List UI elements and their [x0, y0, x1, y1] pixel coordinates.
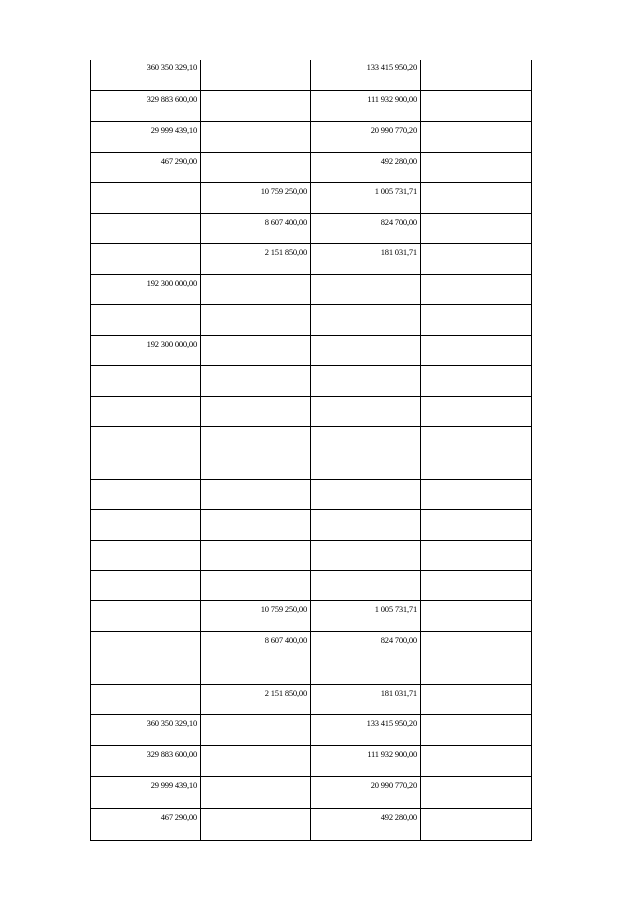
table-cell-col2: 10 759 250,00	[200, 601, 310, 631]
table-row	[90, 91, 532, 122]
table-cell-col4	[420, 122, 532, 152]
table-cell-col1: 467 290,00	[90, 153, 200, 182]
table-cell-col3: 20 990 770,20	[310, 122, 420, 152]
table-row	[90, 601, 532, 632]
table-cell-col2	[200, 91, 310, 121]
table-cell-col2	[200, 480, 310, 509]
table-cell-col4	[420, 214, 532, 243]
table-cell-col1: 329 883 600,00	[90, 91, 200, 121]
table-cell-col4	[420, 632, 532, 684]
table-cell-col3: 133 415 950,20	[310, 715, 420, 745]
table-cell-col3: 111 932 900,00	[310, 91, 420, 121]
table-cell-col4	[420, 777, 532, 808]
table-row	[90, 746, 532, 777]
table-cell-col1	[90, 427, 200, 479]
table-row	[90, 244, 532, 275]
table-row	[90, 275, 532, 305]
table-cell-col1	[90, 685, 200, 714]
table-cell-col3	[310, 397, 420, 426]
table-cell-col2	[200, 397, 310, 426]
table-cell-col1	[90, 183, 200, 213]
table-cell-col1	[90, 244, 200, 274]
table-cell-col3: 824 700,00	[310, 632, 420, 684]
table-cell-col3	[310, 571, 420, 600]
table-row	[90, 214, 532, 244]
table-cell-col2: 8 607 400,00	[200, 632, 310, 684]
table-cell-col3: 824 700,00	[310, 214, 420, 243]
table-row	[90, 427, 532, 480]
table-cell-col1: 360 350 329,10	[90, 60, 200, 90]
table-cell-col2	[200, 715, 310, 745]
table-cell-col1	[90, 632, 200, 684]
table-cell-col1	[90, 305, 200, 335]
table-row	[90, 809, 532, 841]
table-cell-col3	[310, 336, 420, 365]
table-cell-col1: 360 350 329,10	[90, 715, 200, 745]
table-row	[90, 397, 532, 427]
table-cell-col4	[420, 397, 532, 426]
table-cell-col3: 492 280,00	[310, 809, 420, 840]
table-cell-col4	[420, 685, 532, 714]
table-row	[90, 777, 532, 809]
table-row	[90, 153, 532, 183]
table-cell-col1: 329 883 600,00	[90, 746, 200, 776]
table-cell-col2	[200, 510, 310, 540]
table-cell-col1: 192 300 000,00	[90, 275, 200, 304]
table-row	[90, 510, 532, 541]
table-cell-col4	[420, 601, 532, 631]
table-cell-col3	[310, 427, 420, 479]
table-cell-col1	[90, 366, 200, 396]
table-cell-col1: 467 290,00	[90, 809, 200, 840]
table-row	[90, 122, 532, 153]
table-cell-col4	[420, 275, 532, 304]
table-cell-col3: 20 990 770,20	[310, 777, 420, 808]
table-cell-col3	[310, 480, 420, 509]
table-row	[90, 715, 532, 746]
table-cell-col2	[200, 366, 310, 396]
table-cell-col3: 133 415 950,20	[310, 60, 420, 90]
table-cell-col2	[200, 541, 310, 570]
table-cell-col4	[420, 366, 532, 396]
table-row	[90, 685, 532, 715]
table-cell-col4	[420, 153, 532, 182]
table-cell-col2	[200, 122, 310, 152]
table-cell-col1	[90, 510, 200, 540]
table-cell-col3: 492 280,00	[310, 153, 420, 182]
table-cell-col1	[90, 480, 200, 509]
table-cell-col2	[200, 746, 310, 776]
table-cell-col2: 2 151 850,00	[200, 685, 310, 714]
table-cell-col3	[310, 275, 420, 304]
table-cell-col2	[200, 275, 310, 304]
table-row	[90, 571, 532, 601]
table-cell-col4	[420, 244, 532, 274]
table-cell-col4	[420, 746, 532, 776]
table-cell-col2: 8 607 400,00	[200, 214, 310, 243]
table-cell-col2	[200, 571, 310, 600]
table-cell-col4	[420, 480, 532, 509]
table-cell-col4	[420, 510, 532, 540]
table-row	[90, 305, 532, 336]
table-cell-col1	[90, 601, 200, 631]
table-cell-col2	[200, 60, 310, 90]
table-cell-col4	[420, 715, 532, 745]
table-cell-col3: 1 005 731,71	[310, 601, 420, 631]
table-cell-col2	[200, 809, 310, 840]
table-row	[90, 366, 532, 397]
table-cell-col4	[420, 541, 532, 570]
table-cell-col3: 111 932 900,00	[310, 746, 420, 776]
table-cell-col2	[200, 305, 310, 335]
table-row	[90, 480, 532, 510]
table-cell-col1	[90, 541, 200, 570]
table-cell-col4	[420, 305, 532, 335]
table-cell-col4	[420, 91, 532, 121]
table-cell-col4	[420, 809, 532, 840]
table-cell-col3	[310, 541, 420, 570]
table-cell-col4	[420, 571, 532, 600]
table-cell-col1	[90, 397, 200, 426]
table-cell-col3	[310, 366, 420, 396]
table-cell-col3: 181 031,71	[310, 685, 420, 714]
table-row	[90, 336, 532, 366]
table-cell-col2	[200, 336, 310, 365]
table-cell-col2	[200, 153, 310, 182]
table-cell-col4	[420, 336, 532, 365]
table-cell-col3	[310, 305, 420, 335]
table-cell-col2: 10 759 250,00	[200, 183, 310, 213]
table-cell-col1: 29 999 439,10	[90, 122, 200, 152]
table-cell-col3: 1 005 731,71	[310, 183, 420, 213]
table-cell-col2	[200, 777, 310, 808]
table-row	[90, 183, 532, 214]
table-cell-col1: 192 300 000,00	[90, 336, 200, 365]
table-cell-col3: 181 031,71	[310, 244, 420, 274]
table-row	[90, 632, 532, 685]
table-cell-col3	[310, 510, 420, 540]
table-cell-col1	[90, 571, 200, 600]
table-cell-col1: 29 999 439,10	[90, 777, 200, 808]
table-cell-col4	[420, 60, 532, 90]
table-row	[90, 60, 532, 91]
table-row	[90, 541, 532, 571]
table-cell-col4	[420, 427, 532, 479]
table-cell-col4	[420, 183, 532, 213]
table-cell-col2: 2 151 850,00	[200, 244, 310, 274]
table-cell-col2	[200, 427, 310, 479]
table-cell-col1	[90, 214, 200, 243]
financial-table	[90, 60, 532, 841]
